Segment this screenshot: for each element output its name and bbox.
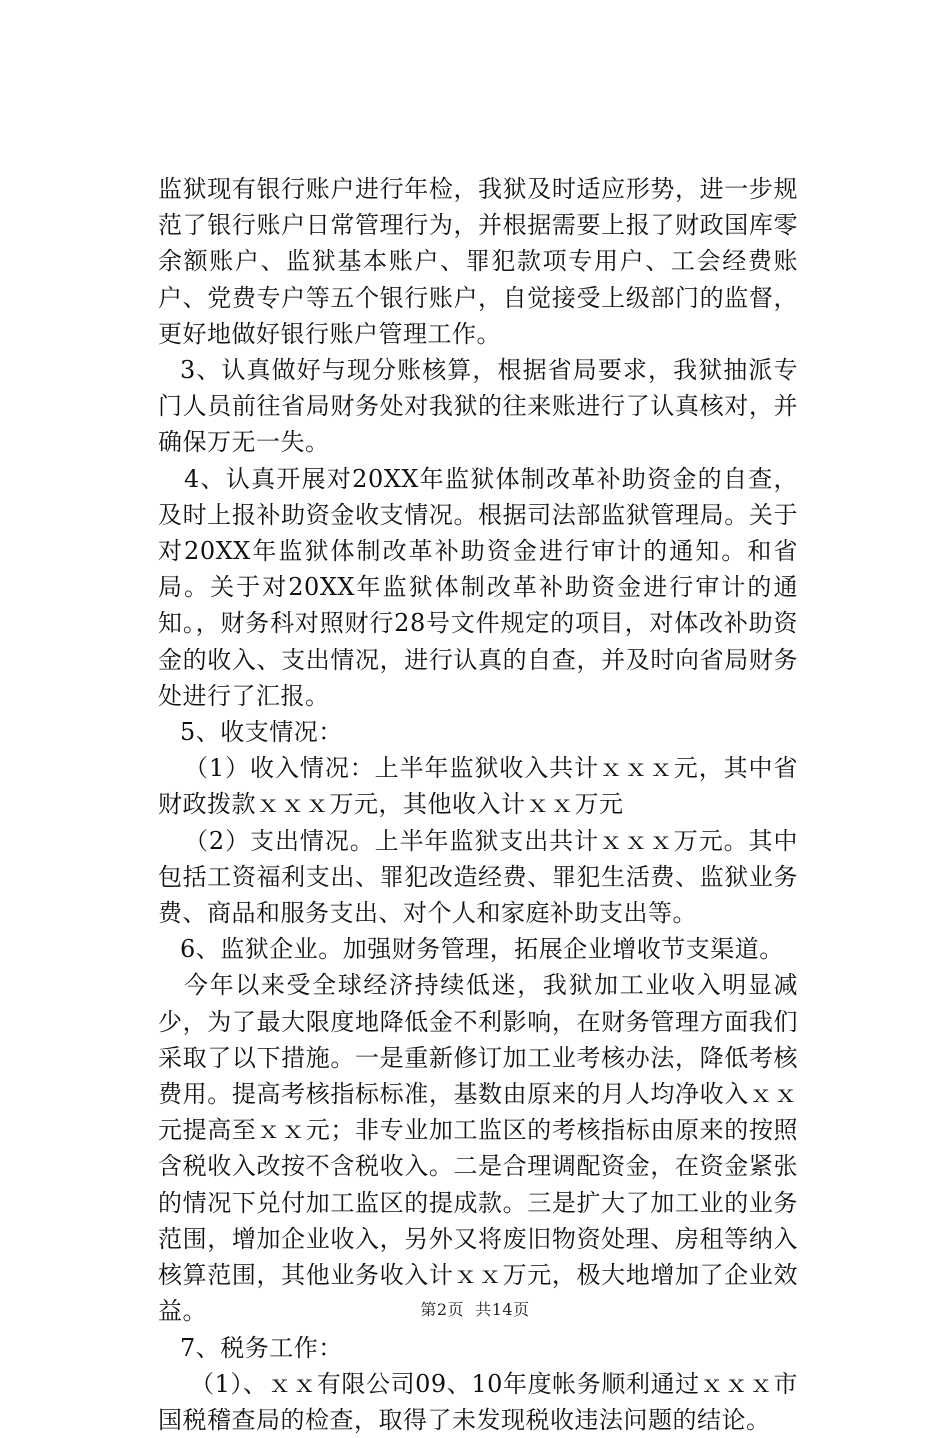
paragraph-item-7-heading: 7、税务工作： [180, 1333, 343, 1362]
paragraph-item-6: 6、监狱企业。加强财务管理，拓展企业增收节支渠道。 [180, 935, 784, 964]
paragraph-enterprise-measures: 今年以来受全球经济持续低迷，我狱加工业收入明显减少，为了最大限度地降低金不利影响，在财务管理方面我们采取了以下措施。一是重新修订加工业考核办法，降低考核费用。提高考核指标标准，基数由原来的月人均净收入ｘｘ元提高至ｘｘ元；非专业加工监区的考核指标由原来的按照含税收入改按不含税收入。二是合理调配资金，在资金紧张的情况下兑付加工监区的提成款。三是扩大了加工业的业务范围，增加企业收入，另外又将废旧物资处理、房租等纳入核算范围，其他业务收入计ｘｘ万元，极大地增加了企业效益。 [158, 971, 798, 1326]
paragraph-tax-audit: （1）、ｘｘ有限公司09、10年度帐务顺利通过ｘｘｘ市国税稽查局的检查，取得了未发现税收违法问题的结论。 [158, 1369, 798, 1434]
paragraph-item-5-heading: 5、收支情况： [180, 718, 343, 747]
footer-separator [464, 1300, 475, 1319]
page-footer [0, 1297, 950, 1320]
page-total: 共14页 [475, 1300, 530, 1319]
page-number: 第2页 [420, 1300, 465, 1319]
paragraph-income: （1）收入情况：上半年监狱收入共计ｘｘｘ元，其中省财政拨款ｘｘｘ万元，其他收入计ｘｘ万元 [158, 754, 798, 819]
paragraph-item-4: 4、认真开展对20XX年监狱体制改革补助资金的自查，及时上报补助资金收支情况。根据司法部监狱管理局。关于对20XX年监狱体制改革补助资金进行审计的通知。和省局。关于对20XX年监狱体制改革补助资金进行审计的通知。，财务科对照财行28号文件规定的项目，对体改补助资金的收入、支出情况，进行认真的自查，并及时向省局财务处进行了汇报。 [158, 464, 798, 710]
paragraph-expenditure: （2）支出情况。上半年监狱支出共计ｘｘｘ万元。其中包括工资福利支出、罪犯改造经费、罪犯生活费、监狱业务费、商品和服务支出、对个人和家庭补助支出等。 [158, 826, 798, 928]
paragraph-bank-accounts: 监狱现有银行账户进行年检，我狱及时适应形势，进一步规范了银行账户日常管理行为，并根据需要上报了财政国库零余额账户、监狱基本账户、罪犯款项专用户、工会经费账户、党费专户等五个银行账户，自觉接受上级部门的监督，更好地做好银行账户管理工作。 [158, 175, 798, 348]
document-body [158, 171, 798, 1438]
paragraph-item-3: 3、认真做好与现分账核算，根据省局要求，我狱抽派专门人员前往省局财务处对我狱的往来账进行了认真核对，并确保万无一失。 [158, 356, 798, 457]
